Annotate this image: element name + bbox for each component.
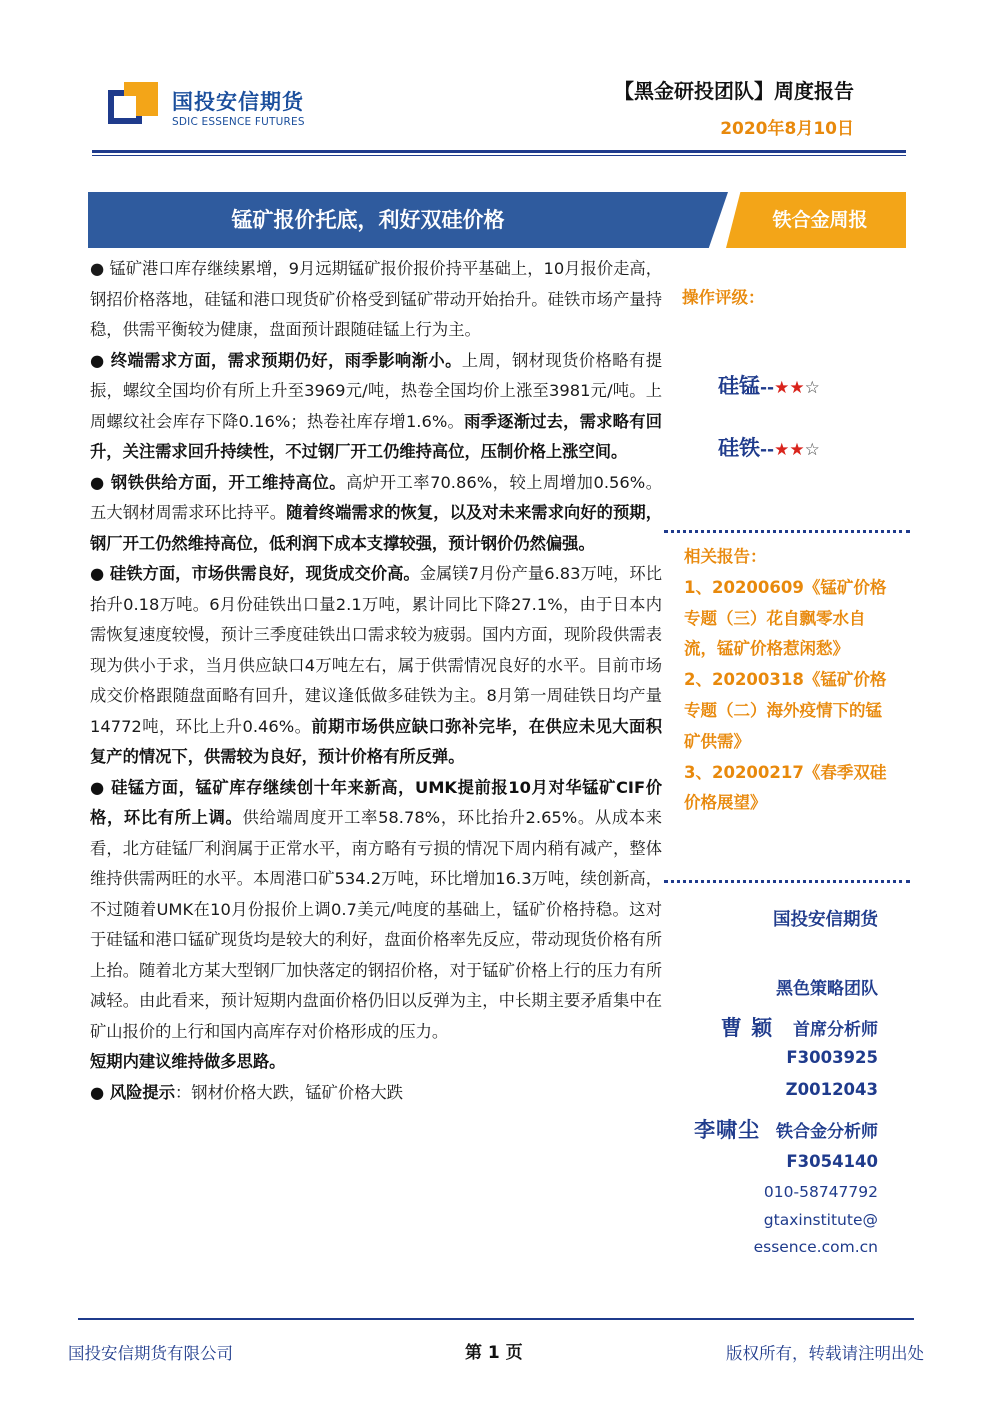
analyst-title: 铁合金分析师 (776, 1122, 878, 1142)
report-date: 2020年8月10日 (720, 119, 854, 139)
report-title: 锰矿报价托底，利好双硅价格 (231, 208, 505, 232)
related-report-item[interactable]: 3、20200217《春季双硅价格展望》 (684, 762, 887, 813)
body-text: 金属镁7月份产量6.83万吨，环比抬升0.18万吨。6月份硅铁出口量2.1万吨，累计同比下降27.1%，由于日本内需恢复速度较慢，预计三季度硅铁出口需求较为疲弱。国内方面，现阶段供需表现为供小于求，当月供应缺口4万吨左右，属于供需情况良好的水平。目前市场成交价格跟随盘面略有回升，建议逢低做多硅铁为主。8月第一周硅铁日均产量14772吨，环比上升0.46%。 (90, 564, 662, 736)
report-type: 【黑金研投团队】周度报告 (614, 79, 854, 103)
rating-label: 操作评级： (682, 288, 765, 307)
header-divider-thin (92, 155, 906, 156)
sidebar-divider (664, 880, 910, 883)
rating-separator: -- (760, 378, 775, 398)
related-reports (684, 542, 894, 819)
star-empty-icon: ☆ (804, 378, 820, 398)
star-full-icon: ★★ (774, 378, 805, 398)
body-text: 高炉开工率70.86%，较上周增加0.56%。五大钢材周需求环比持平。 (90, 472, 662, 522)
analyst-1 (721, 1012, 878, 1042)
contact-email-line-2[interactable]: essence.com.cn (753, 1238, 878, 1256)
body-paragraph (90, 1047, 662, 1078)
logo-english-name: SDIC ESSENCE FUTURES (172, 116, 305, 128)
rating-product-name: 硅锰 (718, 374, 760, 398)
related-reports-title: 相关报告： (684, 547, 767, 566)
body-text: 供给端周度开工率58.78%，环比抬升2.65%。从成本来看，北方硅锰厂利润属于正常水平，南方略有亏损的情况下周内稍有减产，整体维持供需两旺的水平。本周港口矿534.2万吨，环比增加16.3万吨，续创新高，不过随着UMK在10月份报价上调0.7美元/吨度的基础上，锰矿价格持稳。这对于硅锰和港口锰矿现货均是较大的利好，盘面价格率先反应，带动现货价格有所上抬。随着北方某大型钢厂加快落定的钢招价格，对于锰矿价格上行的压力有所减轻。由此看来，预计短期内盘面价格仍旧以反弹为主，中长期主要矛盾集中在矿山报价的上行和国内高库存对价格形成的压力。 (90, 808, 662, 1041)
body-paragraph (90, 468, 662, 560)
footer-company: 国投安信期货有限公司 (68, 1344, 233, 1363)
analyst-name: 曹 颖 (720, 1016, 774, 1040)
body-paragraph (90, 1078, 662, 1109)
related-report-item[interactable]: 2、20200318《锰矿价格专题（二）海外疫情下的锰矿供需》 (684, 670, 887, 751)
analyst-id: F3003925 (786, 1048, 878, 1067)
body-paragraph (90, 254, 662, 346)
body-paragraph (90, 346, 662, 468)
footer-divider (78, 1318, 914, 1320)
body-text: 上周，钢材现货价格略有提振，螺纹全国均价有所上升至3969元/吨，热卷全国均价上涨至3981元/吨。上周螺纹社会库存下降0.16%；热卷社库存增1.6%。 (90, 350, 662, 431)
rating-ferrosilicon (718, 432, 820, 462)
analyst-title: 首席分析师 (793, 1020, 878, 1040)
rating-separator: -- (760, 440, 775, 460)
body-paragraph (90, 773, 662, 1048)
body-text-bold: 雨季逐渐过去，需求略有回升，关注需求回升持续性，不过钢厂开工仍维持高位，压制价格上涨空间。 (90, 411, 662, 461)
body-text-bold: 前期市场供应缺口弥补完毕，在供应未见大面积复产的情况下，供需较为良好，预计价格有所反弹。 (90, 716, 663, 766)
main-body (90, 254, 662, 1108)
analyst-id: F3054140 (786, 1152, 878, 1171)
company-logo (108, 82, 358, 138)
body-text-bold: 短期内建议维持做多思路。 (90, 1052, 286, 1071)
footer-copyright: 版权所有，转载请注明出处 (726, 1344, 924, 1363)
page-number: 第 1 页 (465, 1343, 523, 1363)
body-text-bold: ● 硅锰方面，锰矿库存继续创十年来新高，UMK提前报10月对华锰矿CIF价格，环比有所上调。 (90, 777, 662, 827)
header-divider (92, 150, 906, 153)
star-empty-icon: ☆ (804, 440, 820, 460)
contact-email-line-1[interactable]: gtaxinstitute@ (763, 1211, 878, 1229)
logo-mark-icon (108, 82, 160, 132)
category-tag-label: 铁合金周报 (772, 209, 868, 231)
rating-silicomanganese (718, 370, 820, 400)
body-text-bold: 随着终端需求的恢复，以及对未来需求向好的预期，钢厂开工仍然维持高位，低利润下成本支撑较强，预计钢价仍然偏强。 (90, 503, 662, 553)
star-full-icon: ★★ (774, 440, 805, 460)
analyst-2 (694, 1114, 878, 1144)
analyst-id: Z0012043 (785, 1080, 878, 1099)
body-paragraph (90, 559, 662, 773)
body-text-bold: ● 风险提示 (90, 1082, 176, 1102)
related-report-item[interactable]: 1、20200609《锰矿价格专题（三）花自飘零水自流，锰矿价格惹闲愁》 (684, 577, 887, 659)
body-text: ：钢材价格大跌，锰矿价格大跌 (175, 1082, 403, 1102)
sidebar-divider (664, 530, 910, 533)
logo-chinese-name: 国投安信期货 (172, 90, 304, 114)
body-text: ● 锰矿港口库存继续累增，9月远期锰矿报价报价持平基础上，10月报价走高，钢招价格落地，硅锰和港口现货矿价格受到锰矿带动开始抬升。硅铁市场产量持稳，供需平衡较为健康，盘面预计跟随硅锰上行为主。 (90, 259, 662, 339)
contact-phone: 010-58747792 (763, 1183, 878, 1201)
body-text-bold: ● 硅铁方面，市场供需良好，现货成交价高。 (90, 564, 420, 583)
body-text-bold: ● 钢铁供给方面，开工维持高位。 (90, 472, 347, 492)
body-text-bold: ● 终端需求方面，需求预期仍好，雨季影响渐小。 (90, 350, 462, 370)
rating-product-name: 硅铁 (718, 436, 760, 460)
team-name: 黑色策略团队 (776, 979, 878, 999)
analyst-name: 李啸尘 (694, 1118, 761, 1142)
sidebar-company: 国投安信期货 (773, 910, 878, 930)
